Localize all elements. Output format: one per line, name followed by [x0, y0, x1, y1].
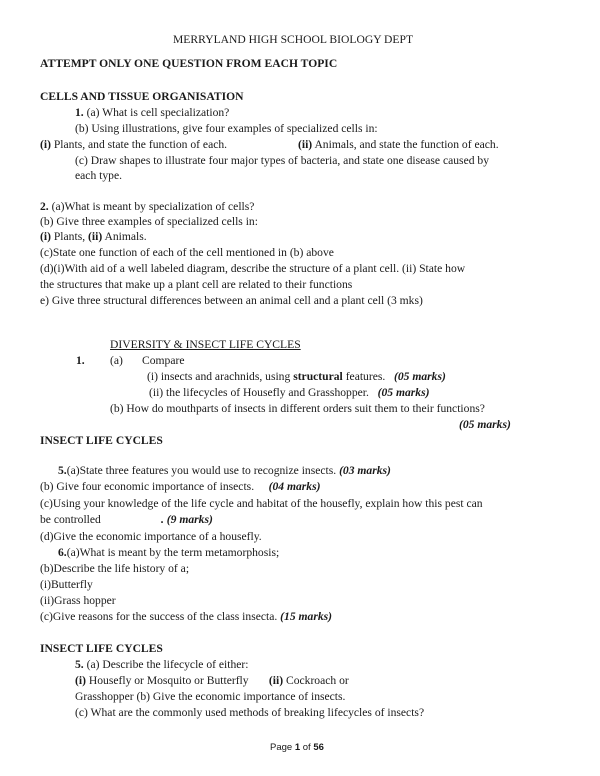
- q5b-part-a-options: (i) Housefly or Mosquito or Butterfly (ii) Cockroach or: [75, 674, 349, 687]
- q5b-part-c: (c) What are the commonly used methods of breaking lifecycles of insects?: [75, 706, 425, 719]
- q2-part-e: e) Give three structural differences between an animal cell and a plant cell (3 mks): [40, 294, 423, 307]
- school-header: MERRYLAND HIGH SCHOOL BIOLOGY DEPT: [173, 33, 414, 46]
- q2-part-c: (c)State one function of each of the cell mentioned in (b) above: [40, 246, 334, 259]
- q6-part-a: 6.(a)What is meant by the term metamorphosis;: [58, 546, 280, 559]
- q6-part-c: (c)Give reasons for the success of the class insecta. (15 marks): [40, 610, 333, 623]
- q1-part-b: (b) Using illustrations, give four examples of specialized cells in:: [75, 122, 378, 135]
- q2-part-d: (d)(i)With aid of a well labeled diagram, describe the structure of a plant cell. (ii) State how: [40, 262, 466, 275]
- section-heading-diversity: DIVERSITY & INSECT LIFE CYCLES: [110, 338, 301, 351]
- q2-part-a: 2. (a)What is meant by specialization of cells?: [40, 200, 255, 213]
- q5-part-b: (b) Give four economic importance of insects. (04 marks): [40, 480, 321, 493]
- q1-part-c: (c) Draw shapes to illustrate four major types of bacteria, and state one disease caused by: [75, 154, 490, 167]
- q1-part-c-cont: each type.: [75, 169, 122, 182]
- q5-part-c-marks: . (9 marks): [161, 513, 213, 526]
- diversity-q1-i: (i) insects and arachnids, using structural features. (05 marks): [147, 370, 446, 383]
- diversity-q1-a-text: Compare: [142, 354, 185, 367]
- q2-part-d-cont: the structures that make up a plant cell are related to their functions: [40, 278, 353, 291]
- q1-part-b-i: (i) Plants, and state the function of each.: [40, 138, 228, 151]
- q5-part-a: 5.(a)State three features you would use to recognize insects. (03 marks): [58, 464, 391, 477]
- q5-part-c-cont: be controlled: [40, 513, 101, 526]
- q2-part-b: (b) Give three examples of specialized cells in:: [40, 215, 258, 228]
- q6-part-b-i: (i)Butterfly: [40, 578, 93, 591]
- q6-part-b-ii: (ii)Grass hopper: [40, 594, 116, 607]
- page-footer: Page 1 of 56: [270, 742, 324, 753]
- q5b-part-b: Grasshopper (b) Give the economic importance of insects.: [75, 690, 346, 703]
- section-heading-insect-2: INSECT LIFE CYCLES: [40, 642, 163, 655]
- q6-part-b: (b)Describe the life history of a;: [40, 562, 190, 575]
- q5b-part-a: 5. (a) Describe the lifecycle of either:: [75, 658, 249, 671]
- diversity-q1-ii: (ii) the lifecycles of Housefly and Grasshopper. (05 marks): [149, 386, 430, 399]
- diversity-q1-b: (b) How do mouthparts of insects in different orders suit them to their functions?: [110, 402, 485, 415]
- diversity-q1-b-marks: (05 marks): [459, 418, 511, 431]
- q1-part-a: 1. (a) What is cell specialization?: [75, 106, 230, 119]
- instruction-heading: ATTEMPT ONLY ONE QUESTION FROM EACH TOPIC: [40, 57, 338, 70]
- q5-part-d: (d)Give the economic importance of a housefly.: [40, 530, 262, 543]
- section-heading-insect-1: INSECT LIFE CYCLES: [40, 434, 163, 447]
- diversity-q1-number: 1.: [76, 354, 85, 367]
- diversity-q1-a-label: (a): [110, 354, 123, 367]
- section-heading-cells: CELLS AND TISSUE ORGANISATION: [40, 90, 244, 103]
- q5-part-c: (c)Using your knowledge of the life cycle and habitat of the housefly, explain how this pest can: [40, 497, 483, 510]
- q2-part-b-list: (i) Plants, (ii) Animals.: [40, 230, 147, 243]
- q1-part-b-ii: (ii) Animals, and state the function of each.: [298, 138, 499, 151]
